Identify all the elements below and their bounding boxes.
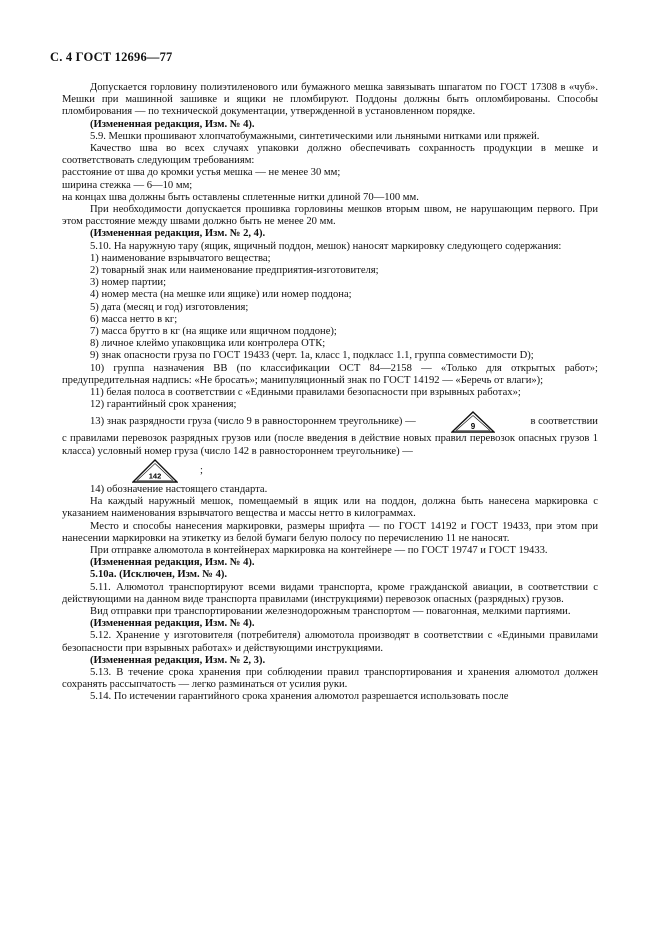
triangle-9-icon [451,411,495,433]
amendment-note: (Измененная редакция, Изм. № 2, 3). [90,654,266,666]
list-item-13 [62,411,598,433]
paragraph: На каждый наружный мешок, помещаемый в ящик или на поддон, должна быть нанесена маркировка с указанием наименования взрывчатого вещества и массы нетто в килограммах. [62,496,598,520]
requirement-line: ширина стежка — 6—10 мм; [62,179,193,191]
list-item: 12) гарантийный срок хранения; [90,399,237,411]
list-item: 3) номер партии; [90,277,167,289]
paragraph: Место и способы нанесения маркировки, размеры шрифта — по ГОСТ 14192 и ГОСТ 19433, при этом при нанесении маркировки на этикетку из белой бумаги белую полосу по перечислению 11 не наносят. [62,520,598,544]
list-item: 8) личное клеймо упаковщика или контролера ОТК; [90,338,326,350]
triangle-142-line [62,458,598,484]
triangle-9-label: 9 [470,422,476,432]
amendment-note: (Измененная редакция, Изм. № 4). [90,557,255,569]
amendment-note: (Измененная редакция, Изм. № 4). [90,618,255,630]
list-item: 6) масса нетто в кг; [90,313,178,325]
section-5-13: 5.13. В течение срока хранения при соблюдении правил транспортирования и хранения алюмотол должен сохранять рассыпчатость — легко разминаться от усилия руки. [62,666,598,691]
list-item: 5) дата (месяц и год) изготовления; [90,301,249,313]
document-body [62,82,598,704]
item13-continuation: с правилами перевозок разрядных грузов или (после введения в действие новых правил перевозок опасных грузов 1 класса) условный номер груза (число 142 в равностороннем треугольнике) — [62,433,598,457]
list-item: 1) наименование взрывчатого вещества; [90,252,271,264]
item13-text: 13) знак разрядности груза (число 9 в равностороннем треугольнике) — [90,416,416,428]
amendment-note: (Измененная редакция, Изм. № 4). [90,118,255,130]
section-5-14: 5.14. По истечении гарантийного срока хранения алюмотол разрешается использовать после [90,691,509,703]
section-5-10: 5.10. На наружную тару (ящик, ящичный поддон, мешок) наносят маркировку следующего содержания: [90,240,562,252]
triangle-142-label: 142 [148,471,162,481]
requirement-line: расстояние от шва до кромки устья мешка — не менее 30 мм; [62,167,341,179]
section-5-10a: 5.10а. (Исключен, Изм. № 4). [90,569,228,581]
hazard-class-triangle-9 [451,411,495,433]
list-item: 14) обозначение настоящего стандарта. [90,483,268,495]
list-item: 9) знак опасности груза по ГОСТ 19433 (черт. 1а, класс 1, подкласс 1.1, группа совместимости D); [90,350,534,362]
triangle-142-suffix: ; [200,464,203,476]
list-item: 11) белая полоса в соответствии с «Едиными правилами безопасности при взрывных работах»; [90,387,521,399]
section-5-11: 5.11. Алюмотол транспортируют всеми видами транспорта, кроме гражданской авиации, в соответствии с действующими на данном виде транспорта правилами (инструкциями) перевозок опасных (разрядных) грузов. [62,581,598,605]
paragraph: При необходимости допускается прошивка горловины мешков вторым швом, не нарушающим первого. При этом расстояние между швами должно быть не менее 20 мм. [62,204,598,228]
item13-suffix: в соответствии [530,416,598,428]
list-item: 2) товарный знак или наименование предприятия-изготовителя; [90,265,379,277]
amendment-note: (Измененная редакция, Изм. № 2, 4). [90,228,266,240]
section-5-9: 5.9. Мешки прошивают хлопчатобумажными, синтетическими или льняными нитками или пряжей. [90,130,540,142]
requirement-line: на концах шва должны быть оставлены сплетенные нитки длиной 70—100 мм. [62,191,419,203]
paragraph: Допускается горловину полиэтиленового или бумажного мешка завязывать шпагатом по ГОСТ 17308 в «чуб». Мешки при машинной зашивке и ящики не пломбируют. Поддоны должны быть опломбированы. Способы пломбирования — по технической документации, утвержденной в установленном порядке. [62,82,598,118]
list-item: 7) масса брутто в кг (на ящике или ящичном поддоне); [90,326,337,338]
list-item: 10) группа назначения ВВ (по классификации ОСТ 84—2158 — «Только для открытых работ»; предупредительная надпись: «Не бросать»; манипуляционный знак по ГОСТ 14192 — «Беречь от влаги»); [62,362,598,386]
list-item: 4) номер места (на мешке или ящике) или номер поддона; [90,289,352,301]
section-5-12: 5.12. Хранение у изготовителя (потребителя) алюмотола производят в соответствии с «Едиными правилами безопасности при взрывных работах» и действующими инструкциями. [62,630,598,654]
paragraph: Качество шва во всех случаях упаковки должно обеспечивать сохранность продукции в мешке и соответствовать следующим требованиям: [62,143,598,167]
page-header: С. 4 ГОСТ 12696—77 [50,50,173,64]
paragraph: При отправке алюмотола в контейнерах маркировка на контейнере — по ГОСТ 19747 и ГОСТ 19433. [90,544,548,556]
triangle-142-icon [132,459,178,483]
paragraph: Вид отправки при транспортировании железнодорожным транспортом — повагонная, мелкими партиями. [90,605,571,617]
